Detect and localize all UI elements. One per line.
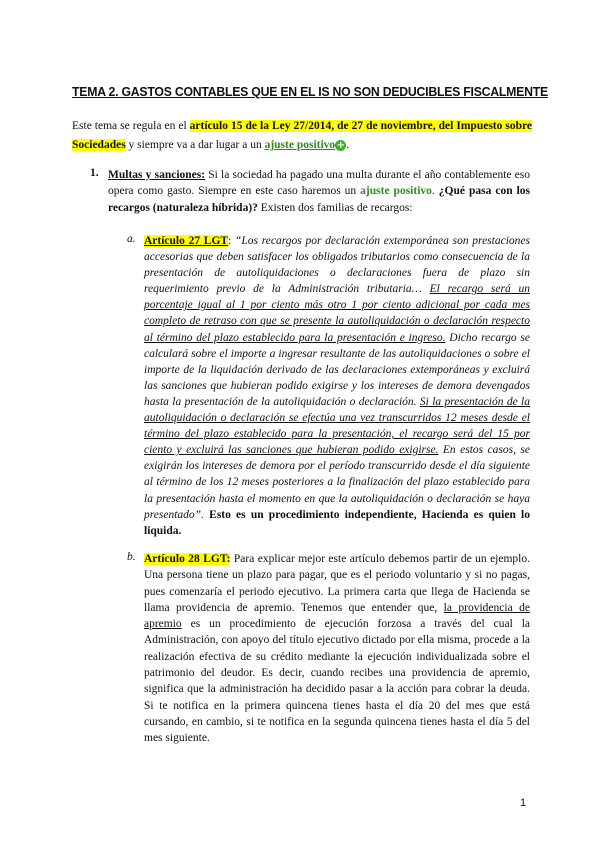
plus-circle-icon: +	[336, 139, 345, 151]
intro-ajuste-positivo: ajuste positivo	[264, 139, 336, 151]
sub-a-colon: :	[228, 235, 235, 247]
sub-a-bold-end: Esto es un procedimiento independiente, Hacienda es quien lo liquida.	[144, 508, 530, 537]
intro-text: Este tema se regula en el	[72, 120, 190, 132]
sub-a-heading: Artículo 27 LGT	[144, 235, 229, 247]
sub-a-quote-2: Dicho recargo se calculará sobre el importe a ingresar resultante de las autoliquidaciones o sobre el importe de la liquidación derivado de las declaraciones extemporáneas y excluirá las sanciones que hubieran podido exigirse y los intereses de demora devengados hasta la presentación de la autoliquidación o declaración.	[144, 331, 531, 408]
item-text-2: .	[431, 185, 439, 198]
item-ajuste-positivo: ajuste positivo	[360, 185, 432, 198]
page-title: TEMA 2. GASTOS CONTABLES QUE EN EL IS NO SON DEDUCIBLES FISCALMENTE	[72, 84, 548, 99]
sub-b-heading: Artículo 28 LGT:	[144, 553, 231, 565]
intro-end: .	[346, 139, 350, 151]
sub-b-text-1: Para explicar mejor este artículo debemos partir de un ejemplo. Una persona tiene un plazo para pagar, que es el periodo voluntario y si no pagas, pues comenzaría el periodo ejecutivo. La primera carta que llega de Hacienda se llama providencia de apremio. Tenemos que entender que,	[144, 553, 530, 614]
sub-a-underlined-2: Si la presentación de la autoliquidación o declaración se efectúa una vez transcurridos 12 meses desde el término del plazo establecido para la presentación, el recargo será del 15 por ciento y excluirá las sanciones que hubieran podido exigirse.	[144, 395, 530, 457]
item-text-3: Existen dos familias de recargos:	[257, 201, 413, 214]
sub-a-paragraph	[144, 233, 530, 539]
intro-paragraph	[72, 117, 532, 155]
sub-b-paragraph	[144, 551, 530, 747]
item-number: 1.	[90, 167, 99, 179]
sub-a-quote-3: En estos casos, se exigirán los intereses de demora por el período transcurrido desde el día siguiente al término de los 12 meses posteriores a la finalización del plazo establecido para la presentación hasta el momento en que la autoliquidación o declaración se haya presentado”.	[144, 444, 530, 521]
item-multas	[108, 167, 530, 216]
item-heading: Multas y sanciones:	[108, 169, 206, 181]
page-number: 1	[520, 797, 527, 809]
sub-a-quote-1: “Los recargos por declaración extemporánea son prestaciones accesorias que deben satisfacer los obligados tributarios como consecuencia de la presentación de autoliquidaciones o declaraciones fuera de plazo sin requerimiento previo de la Administración tributaria…	[144, 235, 530, 296]
item-text: Si la sociedad ha pagado una multa durante el año contablemente eso opera como gasto. Siempre en este caso haremos un	[108, 169, 530, 198]
sub-a-underlined-1: El recargo será un porcentaje igual al 1 por ciento más otro 1 por ciento adicional por cada mes completo de retraso con que se presente la autoliquidación o declaración respecto al término del plazo establecido para la presentación e ingreso.	[144, 283, 530, 344]
intro-highlight-law: artículo 15 de la Ley 27/2014, de 27 de noviembre, del Impuesto sobre Sociedades	[72, 120, 532, 151]
sub-a-letter: a.	[127, 233, 136, 245]
item-question: ¿Qué pasa con los recargos (naturaleza híbrida)?	[108, 185, 531, 214]
intro-text-2: y siempre va a dar lugar a un	[125, 139, 265, 151]
sub-b-underlined: la providencia de apremio	[144, 601, 530, 631]
sub-b-letter: b.	[127, 551, 136, 563]
sub-b-text-2: es un procedimiento de ejecución forzosa a través del cual la Administración, con apoyo del título ejecutivo dictado por ella misma, procede a la realización efectiva de su crédito mediante la ejecución individualizada sobre el patrimonio del deudor. Es decir, cuando recibes una providencia de apremio, significa que la administración ha decidido pasar a la acción para cobrar la deuda. Si te notifica en la primera quincena tienes hasta el día 20 del mes que está cursando, en cambio, si te notifica en la segunda quincena tienes hasta el día 5 del mes siguiente.	[144, 618, 530, 745]
